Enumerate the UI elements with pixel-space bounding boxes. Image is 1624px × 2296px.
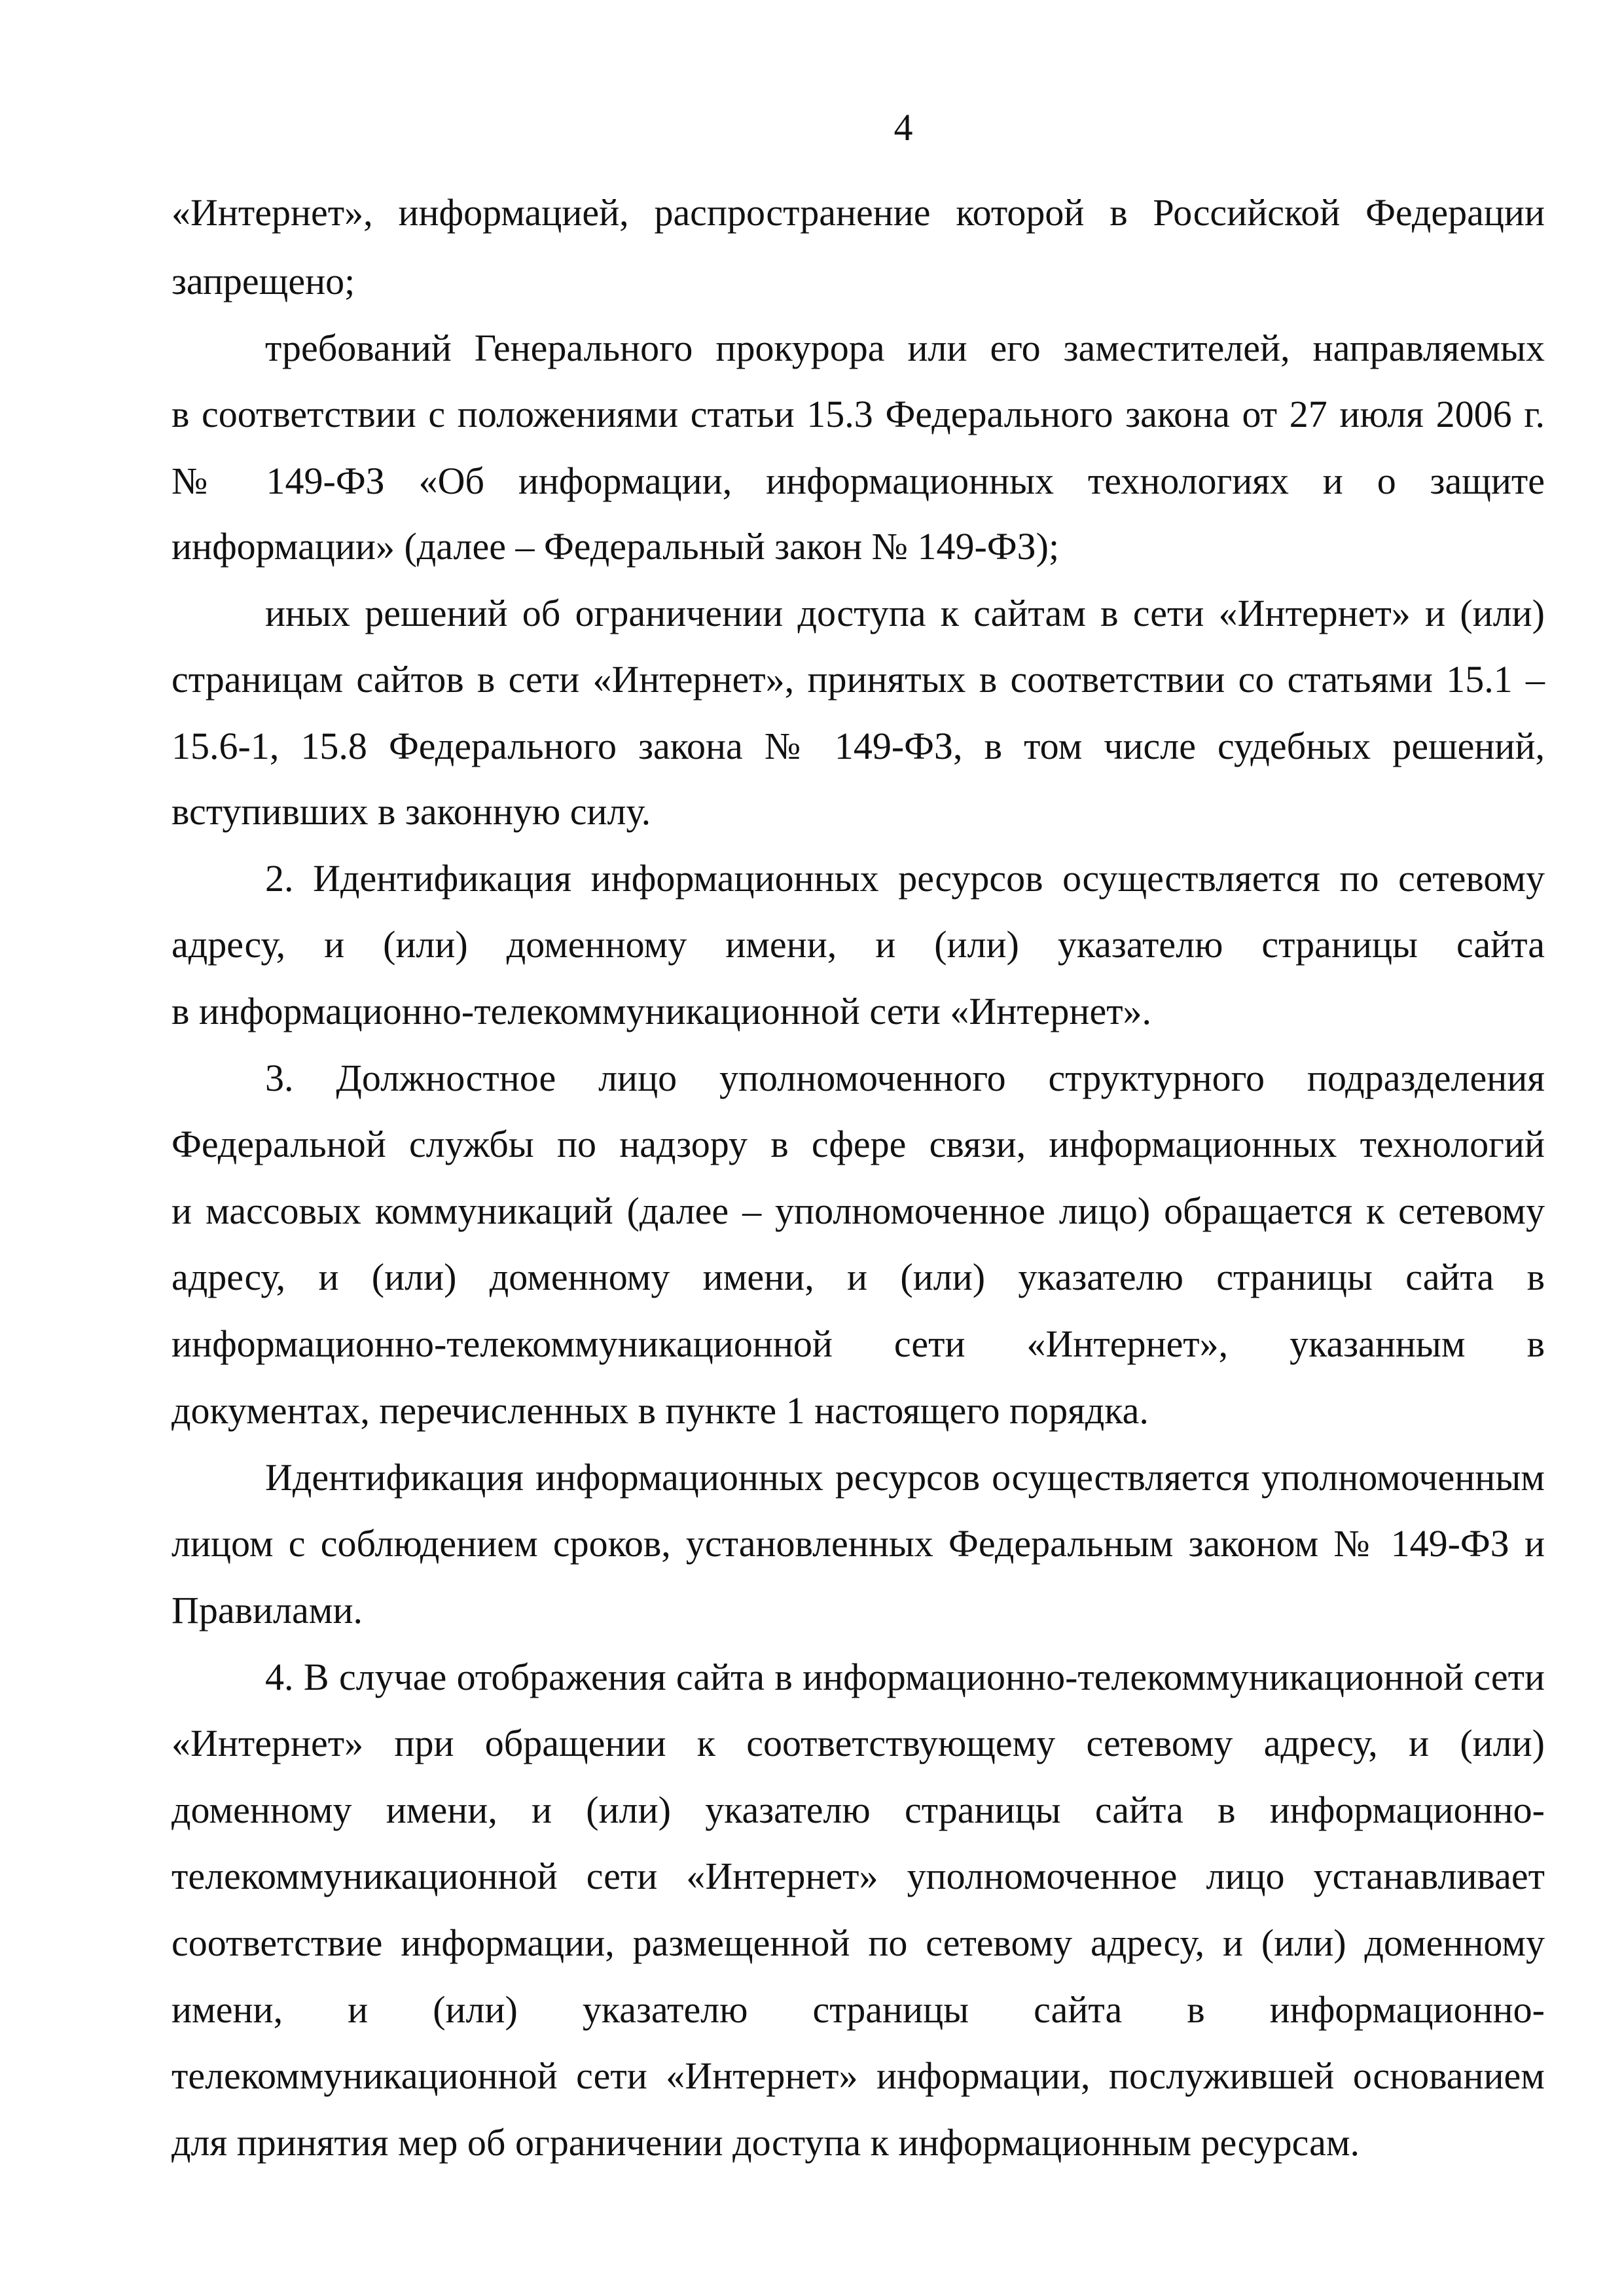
text-line: соответствие информации, размещенной по сетевому адресу, и (или) доменному <box>171 1922 1545 1964</box>
text-line: доменному имени, и (или) указателю страницы сайта в информационно- <box>171 1789 1545 1831</box>
text-line: в соответствии с положениями статьи 15.3 Федерального закона от 27 июля 2006 г. <box>171 393 1545 435</box>
text-line: информационно-телекоммуникационной сети «Интернет», указанным в <box>171 1322 1545 1365</box>
text-line: информации» (далее – Федеральный закон № 149-ФЗ); <box>171 525 1060 568</box>
page-number: 4 <box>893 106 913 149</box>
text-line: «Интернет», информацией, распространение которой в Российской Федерации <box>171 191 1545 234</box>
text-line: имени, и (или) указателю страницы сайта в информационно- <box>171 1988 1545 2031</box>
text-line: иных решений об ограничении доступа к сайтам в сети «Интернет» и (или) <box>265 592 1545 634</box>
text-line: Правилами. <box>171 1589 363 1631</box>
text-line: запрещено; <box>171 260 355 302</box>
text-line: 15.6-1, 15.8 Федерального закона № 149-ФЗ, в том числе судебных решений, <box>171 725 1545 767</box>
text-line: страницам сайтов в сети «Интернет», принятых в соответствии со статьями 15.1 – <box>171 658 1545 701</box>
text-line: «Интернет» при обращении к соответствующему сетевому адресу, и (или) <box>171 1722 1545 1764</box>
text-line: в информационно-телекоммуникационной сети «Интернет». <box>171 990 1152 1032</box>
text-line: телекоммуникационной сети «Интернет» уполномоченное лицо устанавливает <box>171 1855 1545 1897</box>
text-line: 2. Идентификация информационных ресурсов осуществляется по сетевому <box>265 857 1545 900</box>
text-line: вступивших в законную силу. <box>171 790 651 833</box>
text-line: документах, перечисленных в пункте 1 настоящего порядка. <box>171 1389 1149 1432</box>
text-line: требований Генерального прокурора или его заместителей, направляемых <box>265 327 1545 369</box>
text-line: 4. В случае отображения сайта в информационно-телекоммуникационной сети <box>265 1656 1545 1698</box>
text-line: Федеральной службы по надзору в сфере связи, информационных технологий <box>171 1123 1545 1165</box>
text-line: для принятия мер об ограничении доступа к информационным ресурсам. <box>171 2121 1360 2164</box>
text-line: лицом с соблюдением сроков, установленных Федеральным законом № 149-ФЗ и <box>171 1522 1545 1565</box>
text-line: 3. Должностное лицо уполномоченного структурного подразделения <box>265 1057 1545 1099</box>
text-line: и массовых коммуникаций (далее – уполномоченное лицо) обращается к сетевому <box>171 1190 1545 1232</box>
text-line: № 149-ФЗ «Об информации, информационных технологиях и о защите <box>171 460 1545 502</box>
text-line: адресу, и (или) доменному имени, и (или) указателю страницы сайта в <box>171 1256 1545 1298</box>
text-line: телекоммуникационной сети «Интернет» информации, послужившей основанием <box>171 2054 1545 2097</box>
text-line: Идентификация информационных ресурсов осуществляется уполномоченным <box>265 1456 1545 1499</box>
text-line: адресу, и (или) доменному имени, и (или) указателю страницы сайта <box>171 923 1545 966</box>
